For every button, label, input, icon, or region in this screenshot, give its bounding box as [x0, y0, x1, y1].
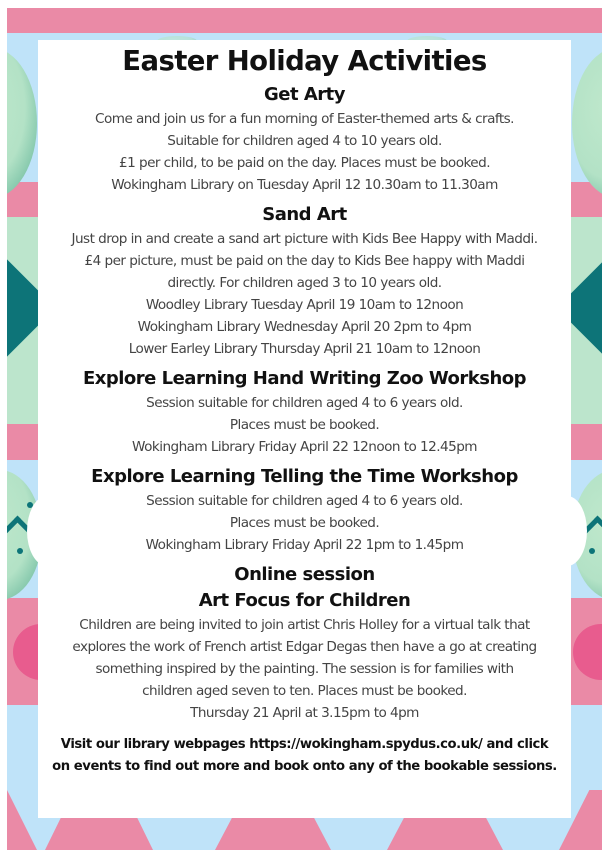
- event-heading: Explore Learning Hand Writing Zoo Workshop: [82, 368, 527, 389]
- event-price: £1 per child, to be paid on the day. Places must be booked.: [119, 155, 490, 171]
- event-description: Come and join us for a fun morning of Easter-themed arts & crafts.: [95, 111, 514, 127]
- event-description: Just drop in and create a sand art picture with Kids Bee Happy with Maddi.: [71, 231, 538, 247]
- footer-suffix: and click: [482, 737, 549, 752]
- event-booking-note: Places must be booked.: [229, 515, 380, 531]
- event-venue-time: Lower Earley Library Thursday April 21 10am to 12noon: [128, 341, 481, 357]
- event-heading: Explore Learning Telling the Time Workshop: [91, 466, 518, 487]
- event-venue-time: Wokingham Library on Tuesday April 12 10.30am to 11.30am: [111, 177, 498, 193]
- event-price: £4 per picture, must be paid on the day to Kids Bee happy with Maddi: [84, 253, 525, 269]
- footer-note: [38, 734, 571, 778]
- event-description: explores the work of French artist Edgar Degas then have a go at creating: [72, 639, 537, 655]
- event-heading: Sand Art: [262, 204, 347, 225]
- event-handwriting-zoo: [38, 366, 571, 458]
- library-website-link[interactable]: https://wokingham.spydus.co.uk/: [249, 737, 483, 752]
- event-age-range: Suitable for children aged 4 to 10 years old.: [167, 133, 442, 149]
- content-panel: [38, 40, 571, 818]
- event-description: Children are being invited to join artist Chris Holley for a virtual talk that: [79, 617, 530, 633]
- footer-line-1: [38, 734, 571, 756]
- footer-prefix: Visit our library webpages: [60, 737, 250, 752]
- page-title: Easter Holiday Activities: [122, 45, 487, 77]
- event-booking-note: Places must be booked.: [229, 417, 380, 433]
- event-venue-time: Wokingham Library Friday April 22 12noon to 12.45pm: [132, 439, 477, 455]
- easter-flyer: [7, 8, 602, 850]
- event-age-range: Session suitable for children aged 4 to 6 years old.: [146, 493, 463, 509]
- event-age-range: Session suitable for children aged 4 to 6 years old.: [146, 395, 463, 411]
- event-age-range: directly. For children aged 3 to 10 years old.: [167, 275, 442, 291]
- event-heading: Online session: [234, 564, 375, 585]
- event-sand-art: [38, 202, 571, 360]
- dot-decoration-icon: [17, 548, 23, 554]
- event-venue-time: Thursday 21 April at 3.15pm to 4pm: [190, 705, 419, 721]
- event-venue-time: Wokingham Library Friday April 22 1pm to 1.45pm: [145, 537, 464, 553]
- event-venue-time: Woodley Library Tuesday April 19 10am to 12noon: [145, 297, 464, 313]
- dot-decoration-icon: [589, 548, 595, 554]
- footer-line-2: on events to find out more and book onto any of the bookable sessions.: [52, 759, 557, 774]
- event-subheading: Art Focus for Children: [198, 590, 411, 611]
- top-pink-band: [7, 8, 602, 33]
- event-description: children aged seven to ten. Places must be booked.: [142, 683, 467, 699]
- event-art-focus: [38, 562, 571, 724]
- event-venue-time: Wokingham Library Wednesday April 20 2pm to 4pm: [137, 319, 472, 335]
- event-heading: Get Arty: [264, 84, 345, 105]
- event-description: something inspired by the painting. The session is for families with: [95, 661, 514, 677]
- event-telling-time: [38, 464, 571, 556]
- event-get-arty: [38, 82, 571, 196]
